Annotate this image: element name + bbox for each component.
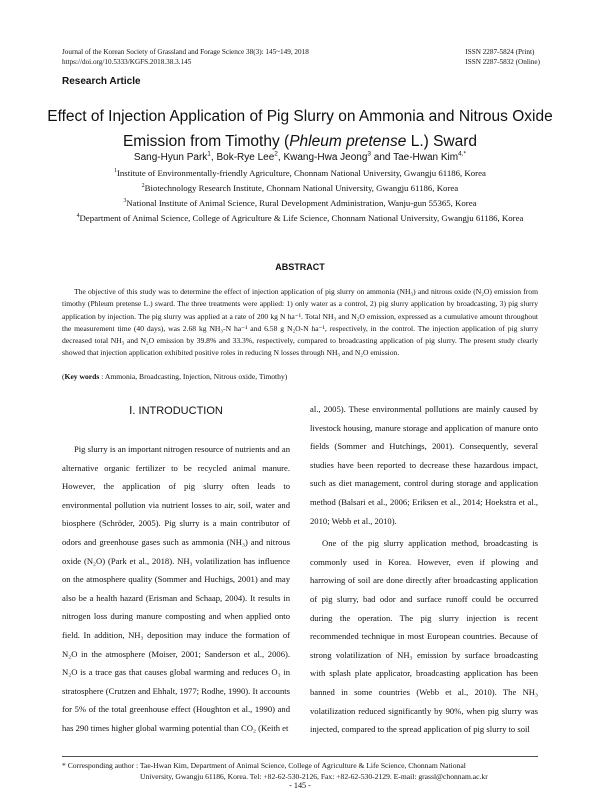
right-column: [310, 400, 538, 739]
paper-title: [40, 104, 560, 154]
author-name: Tae-Hwan Kim: [393, 152, 459, 163]
affiliation-4: $^4$Department of Animal Science, College of Agriculture & Life Science, Chonnam National University, Gwangju 61186, Korea: [76, 213, 524, 223]
journal-header: [62, 47, 309, 67]
section-heading-introduction: Ⅰ. INTRODUCTION: [129, 405, 223, 417]
title-line-2: Emission from Timothy (Phleum pretense L.) Sward: [122, 133, 478, 150]
affiliation-3: $^3$National Institute of Animal Science, Rural Development Administration, Wanju-gun 55365, Korea: [123, 198, 477, 208]
issn-print: ISSN 2287-5824 (Print): [465, 48, 535, 56]
author-list: Sang-Hyun Park$^1$, Bok-Rye Lee$^2$, Kwang-Hwa Jeong$^3$ and Tae-Hwan Kim$^{4,*}$: [133, 150, 467, 163]
author-name: Sang-Hyun Park: [133, 152, 208, 163]
abstract-text: The objective of this study was to determine the effect of injection application of pig slurry on ammonia (NH₃) and nitrous oxide (N₂O) emission from timothy (Phleum pretense L.) sward. The three treatments were applied: 1) only water as a control, 2) pig slurry application by broadcasting, 3) pig slurry application by injection. The pig slurry was applied at a rate of 200 kg N ha⁻¹. Total NH₃ and N₂O emission, expressed as a cumulative amount throughout the measurement time (40 days), was 2.68 kg NH₃-N ha⁻¹ and 6.58 g N₂O-N ha⁻¹, respectively, in the control. The injection application of pig slurry decreased total NH₃ and N₂O emission by 39.8% and 33.3%, respectively, compared to broadcasting application of pig slurry. The present study clearly showed that injection application exhibited positive roles in reducing N losses through NH₃ and N₂O emission.: [62, 287, 538, 358]
affiliation-2: $^2$Biotechnology Research Institute, Chonnam National University, Gwangju 61186, Korea: [141, 183, 459, 193]
article-type: Research Article: [62, 76, 141, 87]
affiliation-1: $^1$Institute of Environmentally-friendly Agriculture, Chonnam National University, Gwangju 61186, Korea: [114, 168, 486, 178]
doi-link[interactable]: https://doi.org/10.5333/KGFS.2018.38.3.145: [62, 58, 192, 66]
paragraph: Pig slurry is an important nitrogen resource of nutrients and an alternative organic fertilizer to be recycled animal manure. However, the application of pig slurry often leads to environmental pollution via nutrient losses to air, soil, water and biosphere (Schröder, 2005). Pig slurry is a main contributor of odors and greenhouse gases such as ammonia (NH₃) and nitrous oxide (N₂O) (Park et al., 2018). NH₃ volatilization has influence on the atmosphere quality (Sommer and Huchigs, 2001) and may also be a health hazard (Erisman and Schaap, 2004). It results in nitrogen loss during manure composting and when applied onto field. In addition, NH₃ deposition may induce the formation of N₂O in the atmosphere (Moiser, 2001; Sanderson et al., 2006). N₂O is a trace gas that causes global warming and reduces O₃ in stratosphere (Crutzen and Ehhalt, 1977; Rodhe, 1990). It accounts for 5% of the total greenhouse effect (Houghton et al., 1990) and has 290 times higher global warming potential than CO₂ (Keith et: [62, 444, 290, 733]
paragraph: al., 2005). These environmental pollutions are mainly caused by livestock housing, manure storage and application of manure onto fields (Sommer and Hutchings, 2001). Consequently, several studies have been reported to decrease these hazardous impact, such as diet management, control during storage and application method (Balsari et al., 2006; Eriksen et al., 2014; Hoekstra et al., 2010; Webb et al., 2010).: [310, 404, 538, 526]
author-name: Bok-Rye Lee: [216, 152, 275, 163]
abstract-heading: ABSTRACT: [275, 262, 325, 272]
issn-block: [465, 47, 540, 67]
left-column: [62, 400, 290, 738]
keywords: (Key words : Ammonia, Broadcasting, Injection, Nitrous oxide, Timothy): [62, 372, 288, 381]
species-name: Phleum pretense: [289, 133, 407, 150]
page-number: - 145 -: [289, 781, 311, 790]
footnote-line-2: University, Gwangju 61186, Korea. Tel: +82-62-530-2126, Fax: +82-62-530-2129. E-mail: grassl@chonnam.ac.kr: [140, 772, 488, 781]
journal-citation: Journal of the Korean Society of Grassland and Forage Science 38(3): 145~149, 2018: [62, 48, 309, 56]
footnote-line-1: Tae-Hwan Kim, Department of Animal Science, College of Agriculture & Life Science, Chonnam National: [139, 761, 466, 770]
footnote-label: * Corresponding author :: [62, 761, 140, 770]
keywords-list: Ammonia, Broadcasting, Injection, Nitrous oxide, Timothy: [104, 372, 285, 381]
issn-online: ISSN 2287-5832 (Online): [465, 58, 540, 66]
keywords-label: Key words: [64, 372, 100, 381]
paragraph: One of the pig slurry application method, broadcasting is commonly used in Korea. However, even if plowing and harrowing of soil are done directly after broadcasting application of pig slurry, bad odor and surface runoff could be occurred during the operation. The pig slurry injection is recent recommended technique in most European countries. Because of strong volatilization of NH₃ emission by surface broadcasting with splash plate applicator, broadcasting application has been banned in some countries (Webb et al., 2010). The NH₃ volatilization reduced significantly by 90%, when pig slurry was injected, compared to the spread application of pig slurry to soil: [310, 538, 538, 735]
author-name: Kwang-Hwa Jeong: [283, 152, 368, 163]
corresponding-author-footnote: [62, 760, 538, 782]
footnote-divider: [62, 756, 538, 757]
title-line-1: Effect of Injection Application of Pig Slurry on Ammonia and Nitrous Oxide: [47, 108, 553, 125]
